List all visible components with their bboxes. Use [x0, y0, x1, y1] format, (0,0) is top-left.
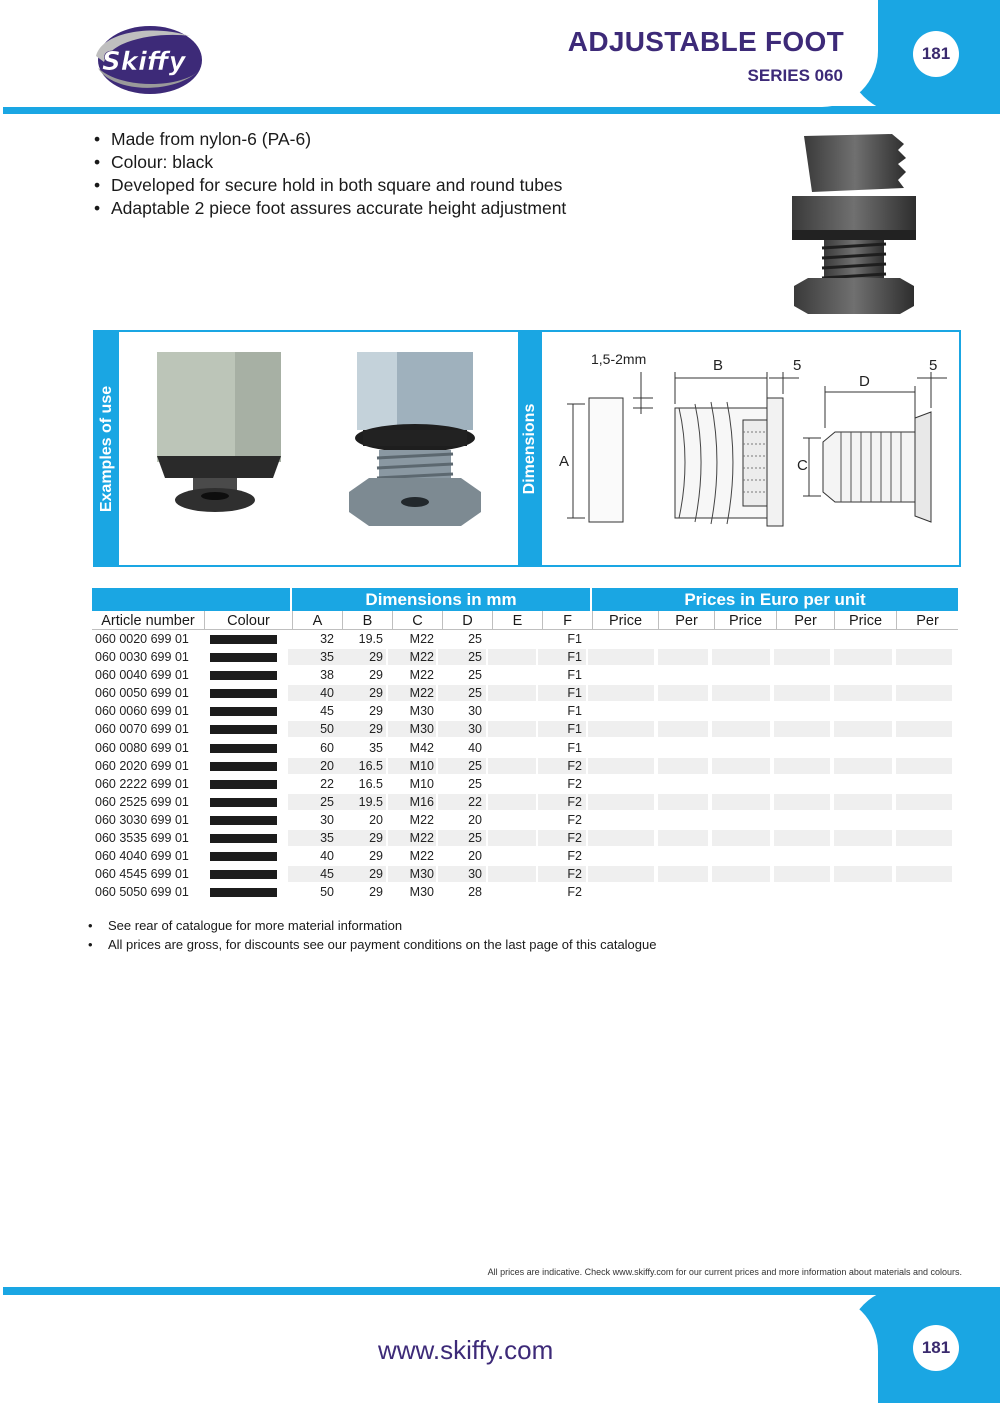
- dim-d-cell: 40: [468, 740, 482, 755]
- dim-c-cell: M30: [409, 722, 434, 737]
- dim-d-cell: 25: [468, 686, 482, 701]
- colour-swatch: [210, 635, 277, 644]
- dim-a-cell: 35: [320, 831, 334, 846]
- table-row: [92, 757, 958, 775]
- dim-e-cell: [492, 721, 532, 737]
- table-row: [92, 739, 958, 757]
- dim-c-cell: M22: [409, 831, 434, 846]
- footer-page-number: 181: [913, 1325, 959, 1371]
- table-header-blank: [92, 588, 290, 611]
- dim-b-cell: 29: [369, 686, 383, 701]
- article-table: [92, 588, 958, 901]
- price-disclaimer: All prices are indicative. Check www.skiffy.com for our current prices and more information about materials and colours.: [487, 1267, 962, 1277]
- table-row: [92, 847, 958, 865]
- column-header: F: [542, 611, 592, 630]
- dim-b-cell: 29: [369, 867, 383, 882]
- dim-b-cell: 20: [369, 812, 383, 827]
- dim-b-cell: 29: [369, 704, 383, 719]
- article-number-cell: 060 0040 699 01: [95, 668, 189, 683]
- column-header: D: [442, 611, 492, 630]
- article-number-cell: 060 0050 699 01: [95, 686, 189, 701]
- dim-f-cell: F2: [567, 831, 582, 846]
- dim-c-cell: M16: [409, 794, 434, 809]
- dim-d-cell: 25: [468, 632, 482, 646]
- dim-e-cell: [492, 758, 532, 774]
- article-number-cell: 060 4545 699 01: [95, 867, 189, 882]
- colour-swatch: [210, 816, 277, 825]
- table-group-header: [92, 588, 958, 611]
- table-row: [92, 684, 958, 702]
- dimensions-label: Dimensions: [521, 403, 538, 494]
- svg-text:5: 5: [929, 357, 938, 374]
- dim-a-cell: 20: [320, 758, 334, 773]
- article-number-cell: 060 0080 699 01: [95, 740, 189, 755]
- colour-swatch: [210, 834, 277, 843]
- dim-a-cell: 50: [320, 885, 334, 900]
- page-subtitle: SERIES 060: [747, 66, 843, 85]
- table-column-header: [92, 611, 958, 630]
- feature-item: • Made from nylon-6 (PA-6): [94, 128, 566, 151]
- dim-d-cell: 25: [468, 776, 482, 791]
- dim-c-cell: M10: [409, 776, 434, 791]
- dim-f-cell: F1: [567, 668, 582, 683]
- colour-swatch: [210, 798, 277, 807]
- dim-c-cell: M22: [409, 812, 434, 827]
- colour-swatch: [210, 852, 277, 861]
- dim-f-cell: F2: [567, 794, 582, 809]
- dim-e-cell: [492, 830, 532, 846]
- dim-f-cell: F2: [567, 812, 582, 827]
- dim-f-cell: F2: [567, 776, 582, 791]
- article-number-cell: 060 2525 699 01: [95, 794, 189, 809]
- article-number-cell: 060 3030 699 01: [95, 812, 189, 827]
- colour-swatch: [210, 762, 277, 771]
- svg-text:D: D: [859, 373, 870, 390]
- article-number-cell: 060 5050 699 01: [95, 885, 189, 900]
- dim-f-cell: F1: [567, 632, 582, 646]
- table-row: [92, 829, 958, 847]
- dim-a-cell: 45: [320, 704, 334, 719]
- dim-f-cell: F2: [567, 867, 582, 882]
- dim-e-cell: [492, 685, 532, 701]
- dim-f-cell: F2: [567, 758, 582, 773]
- table-row: [92, 702, 958, 720]
- dim-f-cell: F1: [567, 650, 582, 665]
- dim-b-cell: 29: [369, 722, 383, 737]
- article-number-cell: 060 3535 699 01: [95, 831, 189, 846]
- table-row: [92, 775, 958, 793]
- colour-swatch: [210, 725, 277, 734]
- dim-c-cell: M22: [409, 668, 434, 683]
- colour-swatch: [210, 744, 277, 753]
- colour-swatch: [210, 780, 277, 789]
- dim-d-cell: 25: [468, 758, 482, 773]
- dim-c-cell: M42: [409, 740, 434, 755]
- dim-e-cell: [492, 848, 532, 864]
- page-title: ADJUSTABLE FOOT: [567, 26, 844, 57]
- table-row: [92, 883, 958, 901]
- dim-e-cell: [492, 740, 532, 756]
- dim-b-cell: 19.5: [358, 632, 383, 646]
- svg-text:Skiffy: Skiffy: [102, 47, 186, 77]
- table-row: [92, 865, 958, 883]
- dim-d-cell: 22: [468, 794, 482, 809]
- dim-b-cell: 29: [369, 650, 383, 665]
- skiffy-logo: [92, 22, 204, 100]
- dim-f-cell: F2: [567, 849, 582, 864]
- header-rule: [3, 106, 997, 114]
- dim-e-cell: [492, 649, 532, 665]
- dim-b-cell: 29: [369, 885, 383, 900]
- table-row: [92, 793, 958, 811]
- dim-b-cell: 35: [369, 740, 383, 755]
- dim-f-cell: F1: [567, 740, 582, 755]
- round-tube-example-image: [335, 346, 505, 536]
- column-header: C: [392, 611, 442, 630]
- article-number-cell: 060 0020 699 01: [95, 632, 189, 646]
- column-header: B: [342, 611, 392, 630]
- column-header: Per: [776, 611, 834, 630]
- dim-d-cell: 25: [468, 668, 482, 683]
- dim-e-cell: [492, 866, 532, 882]
- dim-c-cell: M30: [409, 704, 434, 719]
- dim-f-cell: F1: [567, 704, 582, 719]
- svg-text:5: 5: [793, 357, 802, 374]
- table-row: [92, 720, 958, 738]
- colour-swatch: [210, 671, 277, 680]
- svg-text:C: C: [797, 457, 808, 474]
- column-header: E: [492, 611, 542, 630]
- dim-c-cell: M30: [409, 867, 434, 882]
- dim-a-cell: 22: [320, 776, 334, 791]
- dim-e-cell: [492, 812, 532, 828]
- dim-e-cell: [492, 884, 532, 900]
- dim-c-cell: M22: [409, 650, 434, 665]
- svg-text:1,5-2mm: 1,5-2mm: [591, 351, 647, 367]
- note-item: • See rear of catalogue for more material information: [88, 916, 656, 935]
- dim-b-cell: 19.5: [358, 794, 383, 809]
- dimensions-group-header: Dimensions in mm: [292, 588, 590, 611]
- dim-d-cell: 28: [468, 885, 482, 900]
- column-header: Price: [592, 611, 658, 630]
- dim-b-cell: 16.5: [358, 776, 383, 791]
- dim-a-cell: 40: [320, 849, 334, 864]
- colour-swatch: [210, 689, 277, 698]
- column-header: Colour: [204, 611, 292, 630]
- column-header: A: [292, 611, 342, 630]
- svg-text:A: A: [559, 453, 570, 470]
- note-item: • All prices are gross, for discounts see our payment conditions on the last page of this catalogue: [88, 935, 656, 954]
- dim-f-cell: F2: [567, 885, 582, 900]
- feature-item: • Colour: black: [94, 151, 566, 174]
- dim-e-cell: [492, 776, 532, 792]
- colour-swatch: [210, 707, 277, 716]
- dim-b-cell: 16.5: [358, 758, 383, 773]
- table-row: [92, 811, 958, 829]
- column-header: Per: [658, 611, 714, 630]
- colour-swatch: [210, 653, 277, 662]
- colour-swatch: [210, 870, 277, 879]
- article-number-cell: 060 4040 699 01: [95, 849, 189, 864]
- column-header: Per: [896, 611, 958, 630]
- dim-f-cell: F1: [567, 722, 582, 737]
- dim-a-cell: 30: [320, 812, 334, 827]
- table-row: [92, 648, 958, 666]
- header-page-number: 181: [913, 31, 959, 77]
- dim-b-cell: 29: [369, 849, 383, 864]
- article-number-cell: 060 0070 699 01: [95, 722, 189, 737]
- dim-b-cell: 29: [369, 668, 383, 683]
- table-row: [92, 666, 958, 684]
- examples-dimensions-panel: [93, 330, 961, 567]
- dim-d-cell: 30: [468, 704, 482, 719]
- article-number-cell: 060 2020 699 01: [95, 758, 189, 773]
- table-row: [92, 630, 958, 648]
- article-number-cell: 060 2222 699 01: [95, 776, 189, 791]
- svg-text:B: B: [713, 357, 724, 374]
- dimension-drawing: [545, 342, 953, 554]
- notes-list: [88, 916, 656, 954]
- column-header: Article number: [101, 612, 195, 629]
- examples-label: Examples of use: [98, 385, 115, 512]
- website-link[interactable]: www.skiffy.com: [378, 1335, 554, 1365]
- dim-a-cell: 50: [320, 722, 334, 737]
- dim-a-cell: 35: [320, 650, 334, 665]
- dim-b-cell: 29: [369, 831, 383, 846]
- dim-c-cell: M22: [409, 632, 434, 646]
- dim-f-cell: F1: [567, 686, 582, 701]
- dim-e-cell: [492, 794, 532, 810]
- article-number-cell: 060 0030 699 01: [95, 650, 189, 665]
- dim-a-cell: 45: [320, 867, 334, 882]
- dim-a-cell: 25: [320, 794, 334, 809]
- footer-rule: [3, 1287, 997, 1295]
- dim-e-cell: [492, 667, 532, 683]
- dim-a-cell: 38: [320, 668, 334, 683]
- feature-item: • Adaptable 2 piece foot assures accurate height adjustment: [94, 197, 566, 220]
- table-body: [92, 630, 958, 901]
- colour-swatch: [210, 888, 277, 897]
- dim-c-cell: M30: [409, 885, 434, 900]
- dim-d-cell: 25: [468, 831, 482, 846]
- dim-d-cell: 20: [468, 812, 482, 827]
- feature-item: • Developed for secure hold in both square and round tubes: [94, 174, 566, 197]
- examples-strip: [95, 332, 119, 565]
- dim-c-cell: M10: [409, 758, 434, 773]
- dim-d-cell: 20: [468, 849, 482, 864]
- dimensions-strip: [518, 332, 542, 565]
- dim-a-cell: 40: [320, 686, 334, 701]
- dim-a-cell: 32: [320, 632, 334, 646]
- column-header: Price: [714, 611, 776, 630]
- dim-d-cell: 25: [468, 650, 482, 665]
- prices-group-header: Prices in Euro per unit: [592, 588, 958, 611]
- square-tube-example-image: [135, 346, 305, 536]
- adjustable-foot-product-image: [788, 130, 920, 316]
- dim-a-cell: 60: [320, 740, 334, 755]
- column-header: Price: [834, 611, 896, 630]
- dim-e-cell: [492, 631, 532, 647]
- article-number-cell: 060 0060 699 01: [95, 704, 189, 719]
- dim-d-cell: 30: [468, 722, 482, 737]
- dim-c-cell: M22: [409, 686, 434, 701]
- dim-d-cell: 30: [468, 867, 482, 882]
- feature-list: [94, 128, 566, 220]
- dim-e-cell: [492, 703, 532, 719]
- dim-c-cell: M22: [409, 849, 434, 864]
